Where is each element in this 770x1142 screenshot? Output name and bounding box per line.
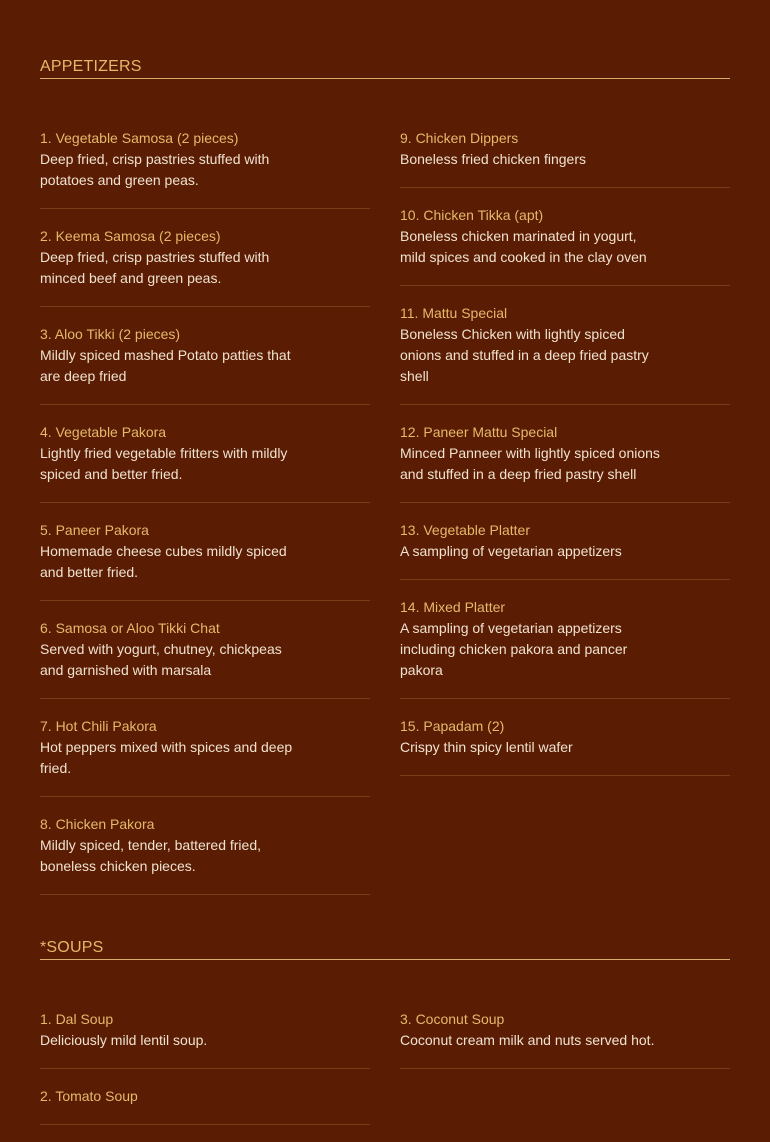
menu-item-7 [40,716,370,797]
menu-item-description: Deliciously mild lentil soup. [40,1032,208,1048]
menu-item-title: 11. Mattu Special [400,305,508,321]
menu-item-title: 6. Samosa or Aloo Tikki Chat [40,620,220,636]
menu-item-description: Boneless fried chicken fingers [400,151,586,167]
menu-item-title: 8. Chicken Pakora [40,816,155,832]
menu-item-description: Mildly spiced mashed Potato patties that are deep fried [40,347,291,384]
section-title-soups: *SOUPS [40,939,730,960]
menu-item-title: 14. Mixed Platter [400,599,506,615]
menu-item-description: Minced Panneer with lightly spiced onions and stuffed in a deep fried pastry shell [400,445,660,482]
menu-item-14 [400,597,730,699]
menu-item-description: A sampling of vegetarian appetizers [400,543,622,559]
appetizers-right-column [400,128,730,793]
menu-item-title: 3. Coconut Soup [400,1011,505,1027]
menu-item-13 [400,520,730,580]
menu-item-1 [40,128,370,209]
soups-right-column [400,1009,730,1086]
menu-item-12 [400,422,730,503]
menu-item-title: 9. Chicken Dippers [400,130,519,146]
menu-item-title: 1. Dal Soup [40,1011,114,1027]
menu-item-description: Mildly spiced, tender, battered fried, boneless chicken pieces. [40,837,262,874]
menu-item-description: Deep fried, crisp pastries stuffed with minced beef and green peas. [40,249,270,286]
menu-item-4 [40,422,370,503]
menu-item-title: 15. Papadam (2) [400,718,505,734]
menu-item-5 [40,520,370,601]
menu-item-title: 3. Aloo Tikki (2 pieces) [40,326,181,342]
appetizers-left-column [40,128,370,912]
menu-item-title: 7. Hot Chili Pakora [40,718,157,734]
menu-item-description: Deep fried, crisp pastries stuffed with potatoes and green peas. [40,151,270,188]
menu-item-3 [40,324,370,405]
menu-item-description: Coconut cream milk and nuts served hot. [400,1032,655,1048]
menu-item-description: Crispy thin spicy lentil wafer [400,739,573,755]
menu-item-title: 12. Paneer Mattu Special [400,424,558,440]
menu-item-description: Boneless Chicken with lightly spiced onions and stuffed in a deep fried pastry shell [400,326,649,384]
menu-item-6 [40,618,370,699]
menu-item-title: 2. Keema Samosa (2 pieces) [40,228,221,244]
menu-item-15 [400,716,730,776]
menu-item-8 [40,814,370,895]
menu-item-description: Boneless chicken marinated in yogurt, mild spices and cooked in the clay oven [400,228,647,265]
menu-item-9 [400,128,730,188]
soups-left-column [40,1009,370,1142]
menu-item-description: A sampling of vegetarian appetizers including chicken pakora and pancer pakora [400,620,628,678]
soup-item-1 [40,1009,370,1069]
menu-item-description: Homemade cheese cubes mildly spiced and better fried. [40,543,287,580]
menu-item-title: 10. Chicken Tikka (apt) [400,207,544,223]
section-title-appetizers: APPETIZERS [40,58,730,79]
menu-item-11 [400,303,730,405]
menu-item-description: Hot peppers mixed with spices and deep fried. [40,739,293,776]
menu-item-title: 2. Tomato Soup [40,1088,138,1104]
menu-item-2 [40,226,370,307]
menu-item-title: 5. Paneer Pakora [40,522,149,538]
menu-item-title: 4. Vegetable Pakora [40,424,167,440]
menu-item-description: Served with yogurt, chutney, chickpeas and garnished with marsala [40,641,282,678]
soup-item-3 [400,1009,730,1069]
menu-item-10 [400,205,730,286]
menu-item-title: 13. Vegetable Platter [400,522,530,538]
menu-item-description: Lightly fried vegetable fritters with mildly spiced and better fried. [40,445,288,482]
menu-item-title: 1. Vegetable Samosa (2 pieces) [40,130,239,146]
